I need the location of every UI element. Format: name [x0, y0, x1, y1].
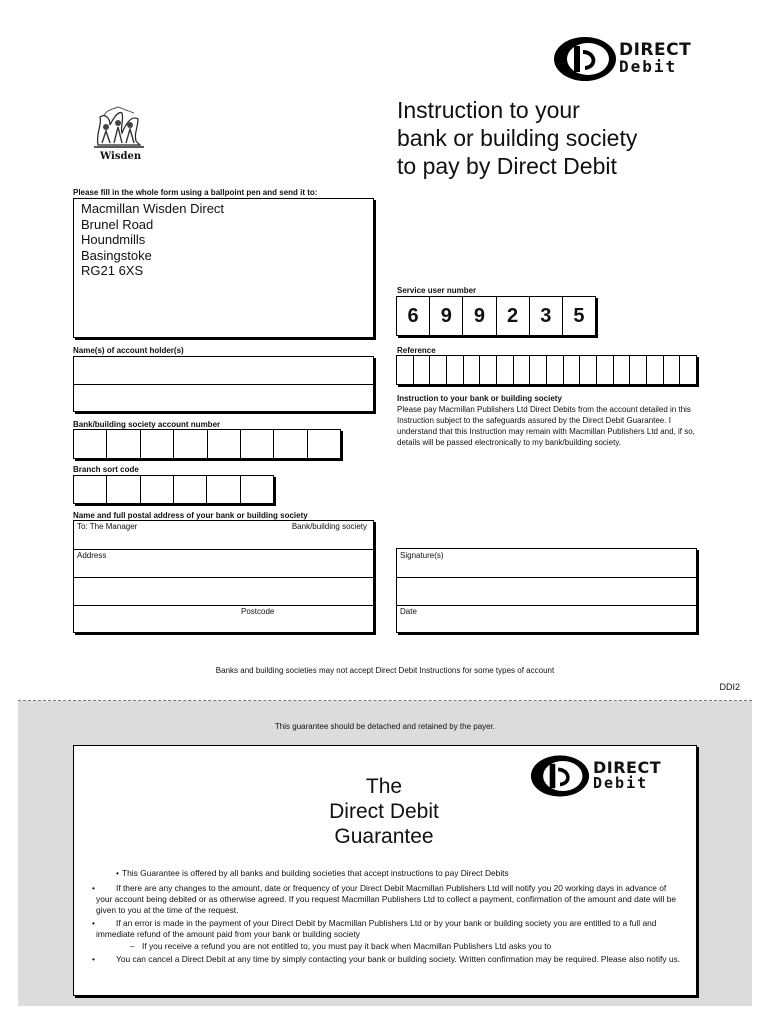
date-label: Date	[400, 607, 417, 616]
send-instruction-label: Please fill in the whole form using a ballpoint pen and send it to:	[73, 188, 318, 197]
logo-direct-text: DIRECT	[619, 40, 692, 60]
banks-note: Banks and building societies may not accept Direct Debit Instructions for some types of account	[215, 666, 555, 675]
detach-note: This guarantee should be detached and retained by the payer.	[274, 722, 496, 731]
bullet-icon: •	[92, 954, 95, 964]
reference-cell[interactable]	[530, 356, 547, 384]
return-address-box	[73, 198, 374, 338]
wisden-logo	[88, 103, 150, 165]
bullet-icon: •	[92, 883, 95, 893]
address-label: Address	[77, 551, 107, 560]
title-line-3: to pay by Direct Debit	[397, 153, 617, 179]
reference-cell[interactable]	[430, 356, 447, 384]
logo-debit-text: Debit	[593, 774, 649, 792]
bank-building-label: Bank/building society	[291, 522, 367, 531]
account-holder-field[interactable]	[73, 356, 374, 412]
reference-cell[interactable]	[397, 356, 414, 384]
sort-code-cell[interactable]	[174, 476, 207, 503]
reference-cell[interactable]	[647, 356, 664, 384]
ddi-code: DDI2	[719, 682, 740, 692]
sort-code-cell[interactable]	[107, 476, 140, 503]
account-number-cell[interactable]	[174, 430, 207, 458]
account-number-label: Bank/building society account number	[73, 420, 221, 429]
instruction-body: Please pay Macmillan Publishers Ltd Direct Debits from the account detailed in this Instruction subject to the safeguards assured by the Direct Debit Guarantee. I understand that this Instruction may remain with Macmillan Publishers Ltd and, if so, details will be passed electronically to my bank/building society.	[397, 405, 695, 447]
divider	[74, 549, 373, 550]
guarantee-item-text: This Guarantee is offered by all banks and building societies that accept instructions to pay Direct Debits	[122, 868, 509, 878]
instruction-block	[397, 393, 697, 448]
reference-cell[interactable]	[630, 356, 647, 384]
reference-cell[interactable]	[514, 356, 531, 384]
service-user-digit: 5	[573, 304, 585, 327]
reference-cell[interactable]	[414, 356, 431, 384]
reference-cell[interactable]	[564, 356, 581, 384]
guarantee-title-line: Guarantee	[334, 825, 434, 848]
sort-code-cell[interactable]	[141, 476, 174, 503]
title-line-1: Instruction to your	[397, 97, 580, 123]
service-user-digit: 6	[397, 297, 430, 335]
guarantee-item-text: You can cancel a Direct Debit at any time by simply contacting your bank or building society. Written confirmation may be required. Please also notify us.	[116, 954, 681, 964]
guarantee-item-text: If you receive a refund you are not entitled to, you must pay it back when Macmillan Publishers Ltd asks you to	[142, 941, 552, 951]
divider	[74, 605, 373, 606]
guarantee-sub-item	[92, 941, 682, 952]
reference-label: Reference	[397, 346, 436, 355]
account-number-cell[interactable]	[107, 430, 140, 458]
account-holder-label: Name(s) of account holder(s)	[73, 346, 184, 355]
wisden-caption: Wisden	[100, 151, 142, 162]
address-line: Macmillan Wisden Direct	[81, 201, 225, 216]
divider	[74, 384, 373, 385]
logo-debit-text: Debit	[619, 57, 678, 76]
service-user-digit: 3	[530, 297, 563, 335]
logo-direct-text: DIRECT	[593, 758, 662, 777]
guarantee-title-line: The	[365, 775, 403, 798]
account-number-cell[interactable]	[141, 430, 174, 458]
reference-field[interactable]	[396, 355, 697, 385]
address-line: Houndmills	[81, 232, 146, 247]
bank-address-field[interactable]	[73, 520, 374, 633]
guarantee-title-line: Direct Debit	[329, 800, 439, 823]
guarantee-item-text: If an error is made in the payment of your Direct Debit by Macmillan Publishers Ltd or by your bank or building society you are entitled to a full and immediate refund of the amount paid from your bank or building society	[96, 918, 657, 939]
service-user-digit: 2	[497, 297, 530, 335]
bullet-icon: •	[92, 918, 95, 928]
title-line-2: bank or building society	[397, 125, 638, 151]
sort-code-cell[interactable]	[207, 476, 240, 503]
page-title	[397, 96, 637, 180]
address-line: Basingstoke	[81, 247, 152, 263]
reference-cell[interactable]	[597, 356, 614, 384]
account-number-cell[interactable]	[74, 430, 107, 458]
service-user-digit: 9	[430, 297, 463, 335]
to-manager-label: To: The Manager	[77, 522, 138, 531]
reference-cell[interactable]	[447, 356, 464, 384]
address-line: Brunel Road	[81, 216, 154, 232]
guarantee-item	[92, 918, 682, 940]
guarantee-panel	[73, 745, 697, 996]
guarantee-list	[92, 868, 682, 965]
reference-cell[interactable]	[497, 356, 514, 384]
reference-cell[interactable]	[547, 356, 564, 384]
reference-cell[interactable]	[580, 356, 597, 384]
guarantee-item-text: If there are any changes to the amount, date or frequency of your Direct Debit Macmillan Publishers Ltd will notify you 20 working days in advance of your account being debited or as otherwise agreed. If you request Macmillan Publishers Ltd to collect a payment, confirmation of the amount and date will be given to you at the time of the request.	[96, 883, 677, 915]
direct-debit-logo	[553, 36, 703, 82]
divider	[397, 577, 696, 578]
dash-icon: –	[130, 941, 135, 951]
service-user-number	[396, 296, 596, 336]
reference-cell[interactable]	[680, 356, 696, 384]
reference-cell[interactable]	[614, 356, 631, 384]
direct-debit-mark-icon	[553, 36, 617, 82]
reference-cell[interactable]	[480, 356, 497, 384]
service-user-digit: 9	[463, 297, 496, 335]
sort-code-cell[interactable]	[74, 476, 107, 503]
account-number-cell[interactable]	[241, 430, 274, 458]
guarantee-title	[274, 774, 494, 849]
bank-address-label: Name and full postal address of your bank or building society	[73, 511, 308, 520]
signature-label: Signature(s)	[400, 551, 444, 560]
sort-code-label: Branch sort code	[73, 465, 139, 474]
guarantee-item	[92, 883, 682, 916]
guarantee-item	[92, 868, 682, 879]
address-line: RG21 6XS	[81, 263, 144, 278]
guarantee-item	[92, 954, 682, 965]
account-number-cell[interactable]	[274, 430, 307, 458]
direct-debit-mark-icon	[530, 754, 590, 798]
sort-code-cell[interactable]	[241, 476, 273, 503]
service-user-number-label: Service user number	[397, 286, 477, 295]
sort-code-field[interactable]	[73, 475, 274, 504]
bullet-icon: •	[116, 868, 119, 878]
divider	[74, 577, 373, 578]
account-number-cell[interactable]	[308, 430, 340, 458]
account-number-field[interactable]	[73, 429, 341, 459]
divider	[397, 605, 696, 606]
reference-cell[interactable]	[464, 356, 481, 384]
wisden-emblem-icon	[88, 103, 150, 151]
reference-cell[interactable]	[664, 356, 681, 384]
postcode-label: Postcode	[241, 607, 275, 616]
instruction-title: Instruction to your bank or building society	[397, 394, 562, 403]
account-number-cell[interactable]	[208, 430, 241, 458]
direct-debit-logo	[530, 754, 680, 798]
signature-date-field[interactable]	[396, 548, 697, 633]
